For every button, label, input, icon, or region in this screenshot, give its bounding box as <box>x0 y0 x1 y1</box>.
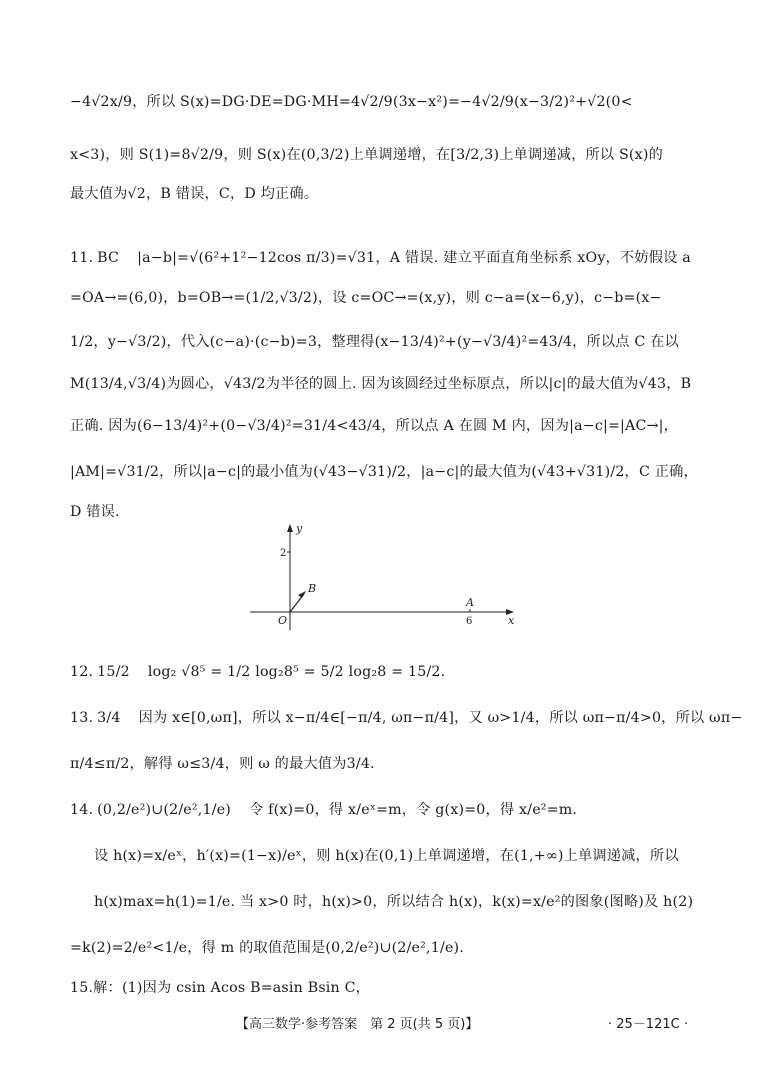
answer: 15/2 <box>97 664 130 680</box>
question-13-line <box>70 708 742 728</box>
question-14-line <box>70 800 577 820</box>
text-line-6: 1/2，y−√3/2)，代入(c−a)·(c−b)=3，整理得(x−13/4)²+(y−√3/4)²=43/4，所以点 C 在以 <box>70 334 679 350</box>
question-15-line <box>70 978 370 998</box>
text-line-9: |AM|=√31/2，所以|a−c|的最小值为(√43−√31)/2，|a−c|的最大值为(√43+√31)/2，C 正确， <box>70 464 698 480</box>
text-line-13: π/4≤π/2，解得 ω≤3/4，则 ω 的最大值为3/4. <box>70 756 375 772</box>
question-11-line <box>70 248 691 268</box>
question-number: 14. <box>70 802 94 818</box>
solution-text: |a−b|=√(6²+1²−12cos π/3)=√31，A 错误. 建立平面直角坐标系 xOy，不妨假设 a <box>137 250 691 266</box>
point-b-label: B <box>308 582 317 595</box>
page-footer-code: · 25－121C · <box>608 1017 688 1032</box>
question-number: 15. <box>70 980 94 996</box>
text-line-15: 设 h(x)=x/eˣ，h′(x)=(1−x)/eˣ，则 h(x)在(0,1)上单调递增，在(1,+∞)上单调递减，所以 <box>94 848 679 864</box>
y-axis-arrow <box>287 524 293 532</box>
x-tick-label: 6 <box>466 616 473 627</box>
question-number: 11. <box>70 250 94 266</box>
answer: BC <box>97 250 120 266</box>
x-axis-label: x <box>508 614 515 627</box>
y-axis-label: y <box>296 522 303 535</box>
text-line-10: D 错误. <box>70 504 120 520</box>
question-12-line <box>70 662 445 682</box>
solution-text: 解：(1)因为 csin Acos B=asin Bsin C， <box>93 980 371 996</box>
text-line-8: 正确. 因为(6−13/4)²+(0−√3/4)²=31/4<43/4，所以点 A 在圆 M 内，因为|a−c|=|AC→|， <box>70 418 678 434</box>
answer: 3/4 <box>97 710 121 726</box>
text-line-2: x<3)，则 S(1)=8√2/9，则 S(x)在(0,3/2)上单调递增，在[3/2,3)上单调递减，所以 S(x)的 <box>70 147 663 163</box>
text-line-7: M(13/4,√3/4)为圆心，√43/2为半径的圆上. 因为该圆经过坐标原点，所以|c|的最大值为√43，B <box>70 376 692 392</box>
answer: (0,2/e²)∪(2/e²,1/e) <box>97 802 232 818</box>
text-line-3: 最大值为√2，B 错误，C，D 均正确。 <box>70 186 319 202</box>
y-tick-label: 2 <box>280 548 287 559</box>
solution-text: 因为 x∈[0,ωπ]，所以 x−π/4∈[−π/4, ωπ−π/4]，又 ω>1/4，所以 ωπ−π/4>0，所以 ωπ− <box>138 710 743 726</box>
page-footer-title: 【高三数学·参考答案 第 2 页(共 5 页)】 <box>236 1017 479 1032</box>
origin-label: O <box>278 614 288 627</box>
question-number: 12. <box>70 664 94 680</box>
point-a-label: A <box>466 596 474 609</box>
text-line-16: h(x)max=h(1)=1/e. 当 x>0 时，h(x)>0，所以结合 h(x)，k(x)=x/e²的图象(图略)及 h(2) <box>94 894 694 910</box>
text-line-1: −4√2x/9，所以 S(x)=DG·DE=DG·MH=4√2/9(3x−x²)=−4√2/9(x−3/2)²+√2(0< <box>70 94 633 110</box>
vector-b-arrow <box>298 591 306 598</box>
solution-text: 令 f(x)=0，得 x/eˣ=m，令 g(x)=0，得 x/e²=m. <box>249 802 578 818</box>
question-number: 13. <box>70 710 94 726</box>
text-line-5: =OA→=(6,0)，b=OB→=(1/2,√3/2)，设 c=OC→=(x,y)，则 c−a=(x−6,y)，c−b=(x− <box>70 290 662 306</box>
text-line-17: =k(2)=2/e²<1/e，得 m 的取值范围是(0,2/e²)∪(2/e²,1/e). <box>70 940 464 956</box>
vector-figure <box>240 518 530 636</box>
solution-text: log₂ √8⁵ = 1/2 log₂8⁵ = 5/2 log₂8 = 15/2. <box>147 664 446 680</box>
